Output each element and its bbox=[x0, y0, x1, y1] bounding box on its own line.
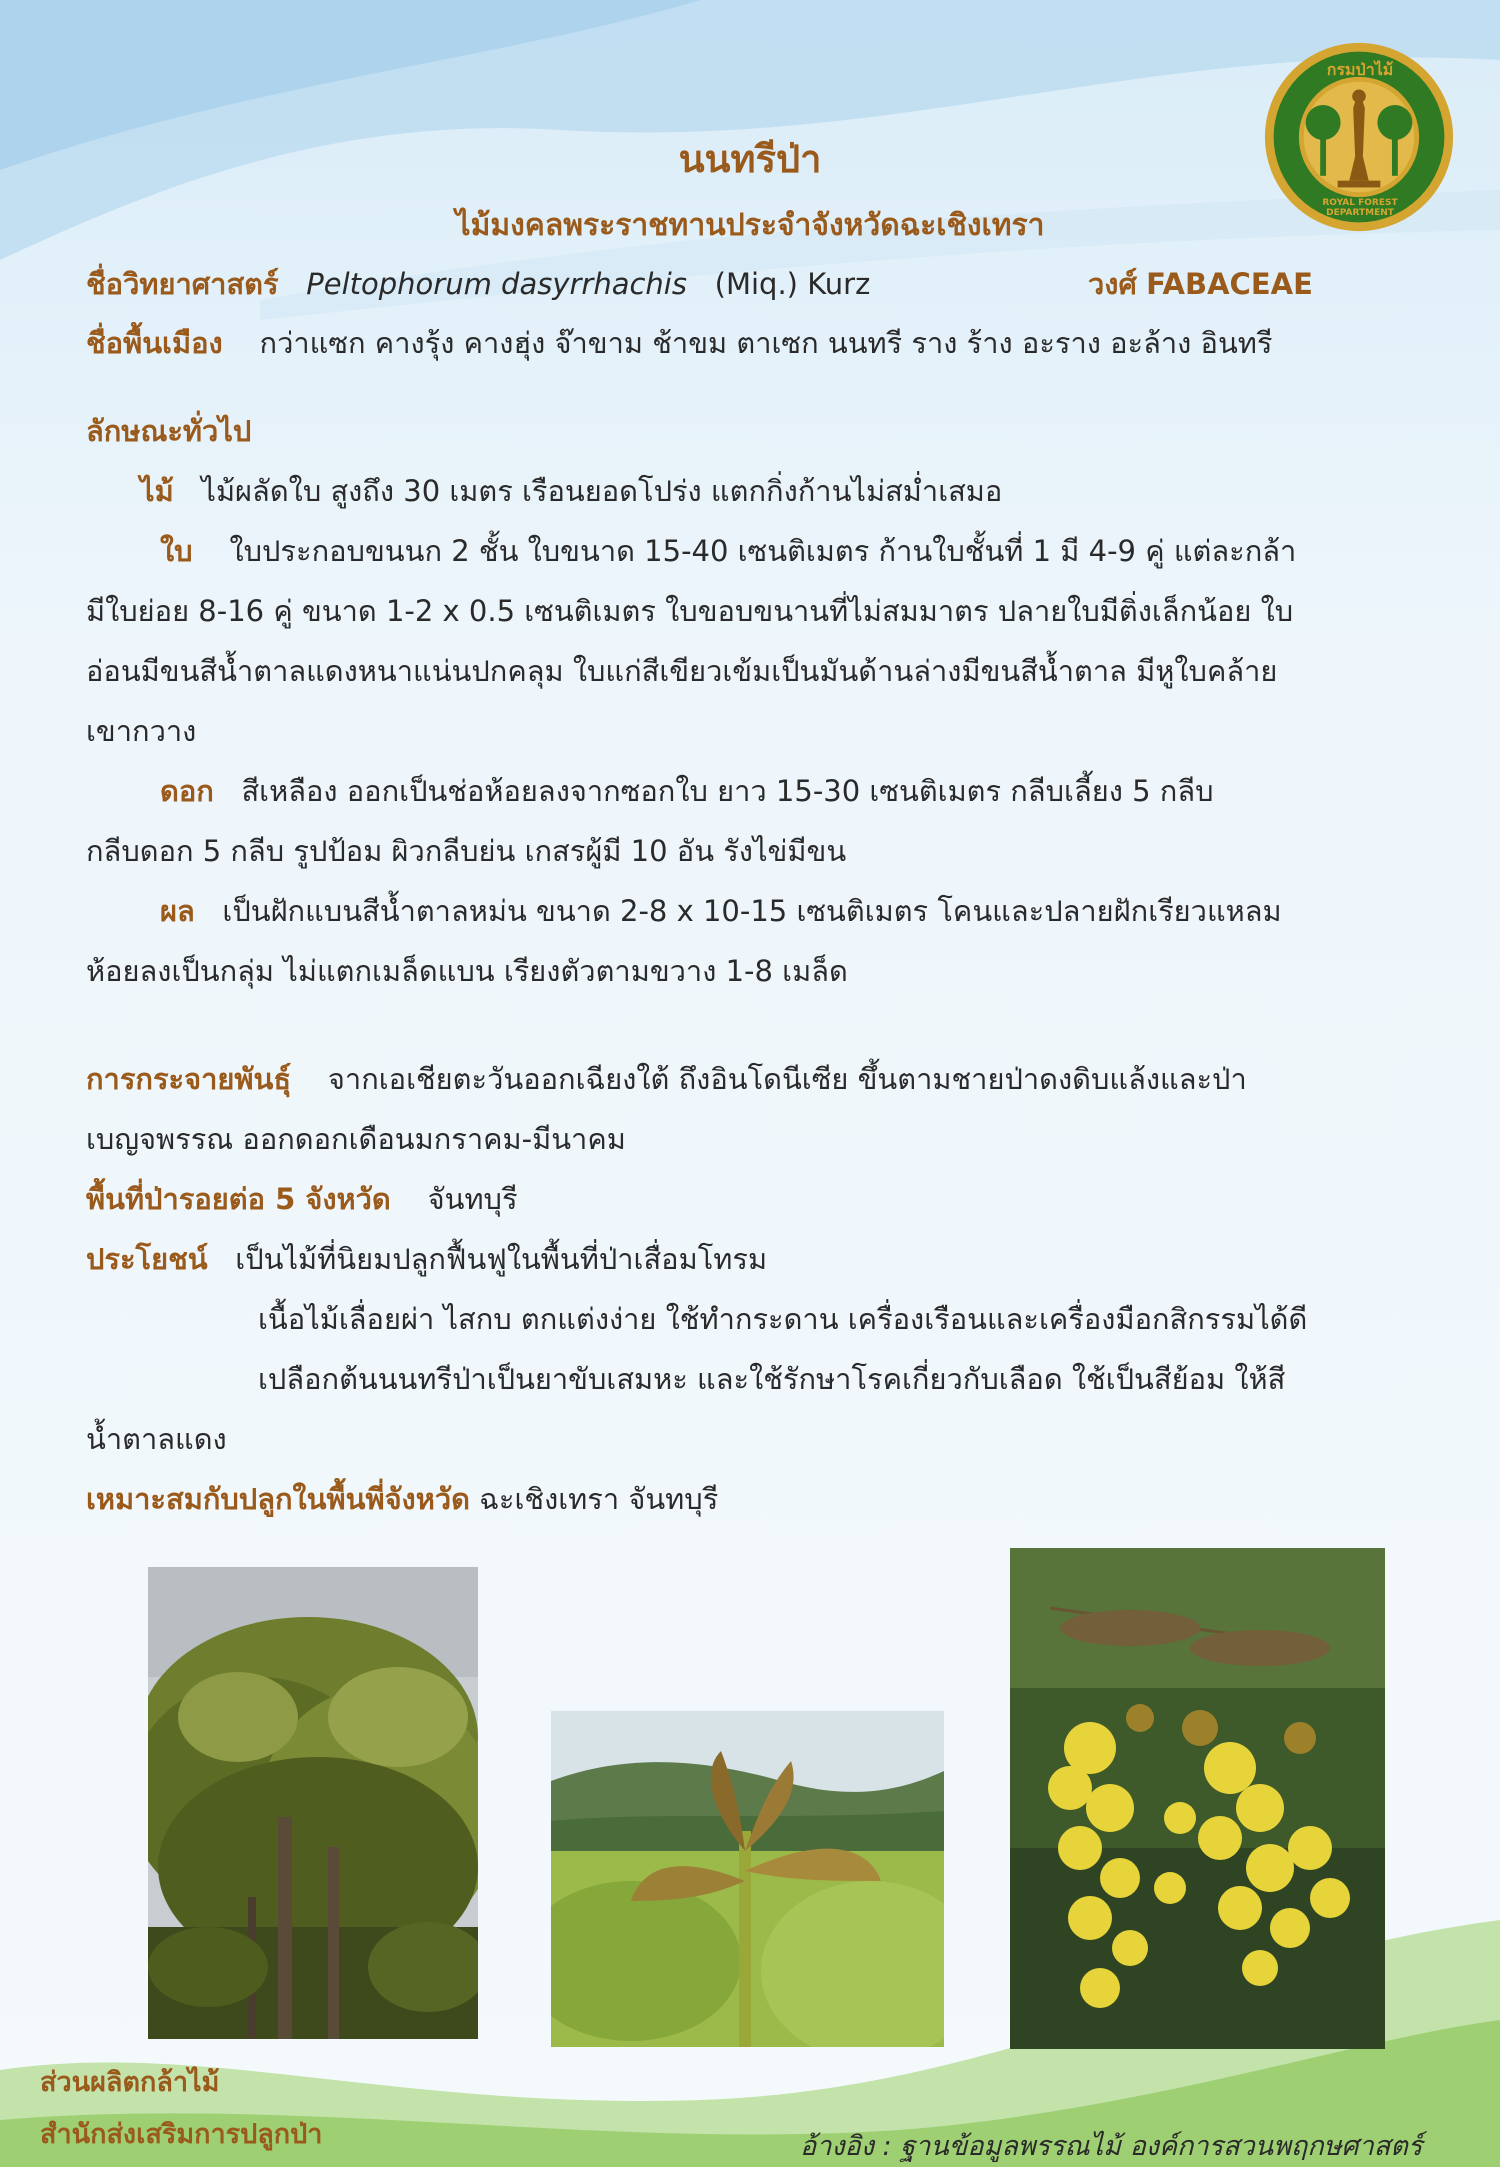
uses-line-1: เป็นไม้ที่นิยมปลูกฟื้นฟูในพื้นที่ป่าเสื่อมโทรม bbox=[235, 1242, 768, 1276]
distribution-label: การกระจายพันธุ์ bbox=[86, 1062, 292, 1096]
fruit-line-1: เป็นฝักแบนสีน้ำตาลหม่น ขนาด 2-8 x 10-15 เซนติเมตร โคนและปลายฝักเรียวแหลม bbox=[222, 894, 1282, 928]
flower-label: ดอก bbox=[160, 774, 214, 808]
logo-text-bottom: ROYAL FOREST DEPARTMENT bbox=[1322, 198, 1398, 218]
scientific-name: Peltophorum dasyrrhachis bbox=[306, 267, 687, 301]
distribution-line-2: เบญจพรรณ ออกดอกเดือนมกราคม-มีนาคม bbox=[86, 1122, 626, 1156]
flower-line-1: สีเหลือง ออกเป็นช่อห้อยลงจากซอกใบ ยาว 15-30 เซนติเมตร กลีบเลี้ยง 5 กลีบ bbox=[241, 774, 1214, 808]
rare-area-row bbox=[86, 1170, 518, 1228]
suitable-label: เหมาะสมกับปลูกในพื้นพี่จังหวัด bbox=[86, 1482, 470, 1516]
leaf-label: ใบ bbox=[160, 534, 193, 568]
fruit-label: ผล bbox=[160, 894, 195, 928]
tree-text: ไม้ผลัดใบ สูงถึง 30 เมตร เรือนยอดโปร่ง แตกกิ่งก้านไม่สม่ำเสมอ bbox=[201, 474, 1003, 508]
uses-line-2: เนื้อไม้เลื่อยผ่า ไสกบ ตกแต่งง่าย ใช้ทำกระดาน เครื่องเรือนและเครื่องมือกสิกรรมได้ดี bbox=[258, 1302, 1308, 1336]
photo-tree bbox=[148, 1567, 478, 2039]
uses-row-1 bbox=[86, 1230, 767, 1288]
local-names-row bbox=[86, 314, 1273, 372]
family-label: วงศ์ bbox=[1088, 267, 1137, 301]
family-name: FABACEAE bbox=[1146, 267, 1313, 301]
uses-line-4: น้ำตาลแดง bbox=[86, 1422, 227, 1456]
flower-row-1 bbox=[160, 762, 1214, 820]
family-row bbox=[1088, 255, 1313, 313]
uses-line-3: เปลือกต้นนนทรีป่าเป็นยาขับเสมหะ และใช้รักษาโรคเกี่ยวกับเลือด ใช้เป็นสีย้อม ให้สี bbox=[258, 1362, 1286, 1396]
general-heading: ลักษณะทั่วไป bbox=[86, 414, 252, 448]
suitable-value: ฉะเชิงเทรา จันทบุรี bbox=[479, 1482, 719, 1516]
tree-row bbox=[140, 462, 1002, 520]
page-subtitle: ไม้มงคลพระราชทานประจำจังหวัดฉะเชิงเทรา bbox=[455, 208, 1045, 243]
local-names: กว่าแซก คางรุ้ง คางฮุ่ง จ๊าขาม ช้าขม ตาเซก นนทรี ราง ร้าง อะราง อะล้าง อินทรี bbox=[259, 326, 1273, 360]
photo-flowers bbox=[1010, 1548, 1385, 2049]
leaf-line-3: อ่อนมีขนสีน้ำตาลแดงหนาแน่นปกคลุม ใบแก่สีเขียวเข้มเป็นมันด้านล่างมีขนสีน้ำตาล มีหูใบคล้าย bbox=[86, 654, 1278, 688]
page-title: นนทรีป่า bbox=[678, 137, 822, 181]
leaf-row-1 bbox=[160, 522, 1296, 580]
photo-young-leaves bbox=[551, 1711, 944, 2047]
fruit-row-1 bbox=[160, 882, 1282, 940]
local-names-label: ชื่อพื้นเมือง bbox=[86, 326, 223, 360]
suitable-row bbox=[86, 1470, 718, 1528]
scientific-name-label: ชื่อวิทยาศาสตร์ bbox=[86, 267, 279, 301]
leaf-line-1: ใบประกอบขนนก 2 ชั้น ใบขนาด 15-40 เซนติเมตร ก้านใบชั้นที่ 1 มี 4-9 คู่ แต่ละกล้า bbox=[229, 534, 1297, 568]
leaf-line-4: เขากวาง bbox=[86, 714, 197, 748]
rare-area-label: พื้นที่ป่ารอยต่อ 5 จังหวัด bbox=[86, 1182, 391, 1216]
fruit-line-2: ห้อยลงเป็นกลุ่ม ไม่แตกเมล็ดแบน เรียงตัวตามขวาง 1-8 เมล็ด bbox=[86, 954, 848, 988]
tree-label: ไม้ bbox=[140, 474, 174, 508]
logo-text-top: กรมป่าไม้ bbox=[1326, 60, 1394, 79]
scientific-name-row bbox=[86, 255, 870, 313]
footer-reference: อ้างอิง : ฐานข้อมูลพรรณไม้ องค์การสวนพฤกษศาสตร์ bbox=[800, 2131, 1423, 2162]
rare-area-value: จันทบุรี bbox=[427, 1182, 518, 1216]
distribution-line-1: จากเอเชียตะวันออกเฉียงใต้ ถึงอินโดนีเซีย ขึ้นตามชายป่าดงดิบแล้งและป่า bbox=[327, 1062, 1247, 1096]
uses-label: ประโยชน์ bbox=[86, 1242, 208, 1276]
footer-org-line-1: ส่วนผลิตกล้าไม้ bbox=[40, 2067, 220, 2098]
footer-org-line-2: สำนักส่งเสริมการปลูกป่า bbox=[40, 2119, 323, 2150]
scientific-author: (Miq.) Kurz bbox=[714, 267, 871, 301]
leaf-line-2: มีใบย่อย 8-16 คู่ ขนาด 1-2 x 0.5 เซนติเมตร ใบขอบขนานที่ไม่สมมาตร ปลายใบมีติ่งเล็กน้อย ใบ bbox=[86, 594, 1294, 628]
distribution-row-1 bbox=[86, 1050, 1247, 1108]
flower-line-2: กลีบดอก 5 กลีบ รูปป้อม ผิวกลีบย่น เกสรผู้มี 10 อัน รังไข่มีขน bbox=[86, 834, 847, 868]
